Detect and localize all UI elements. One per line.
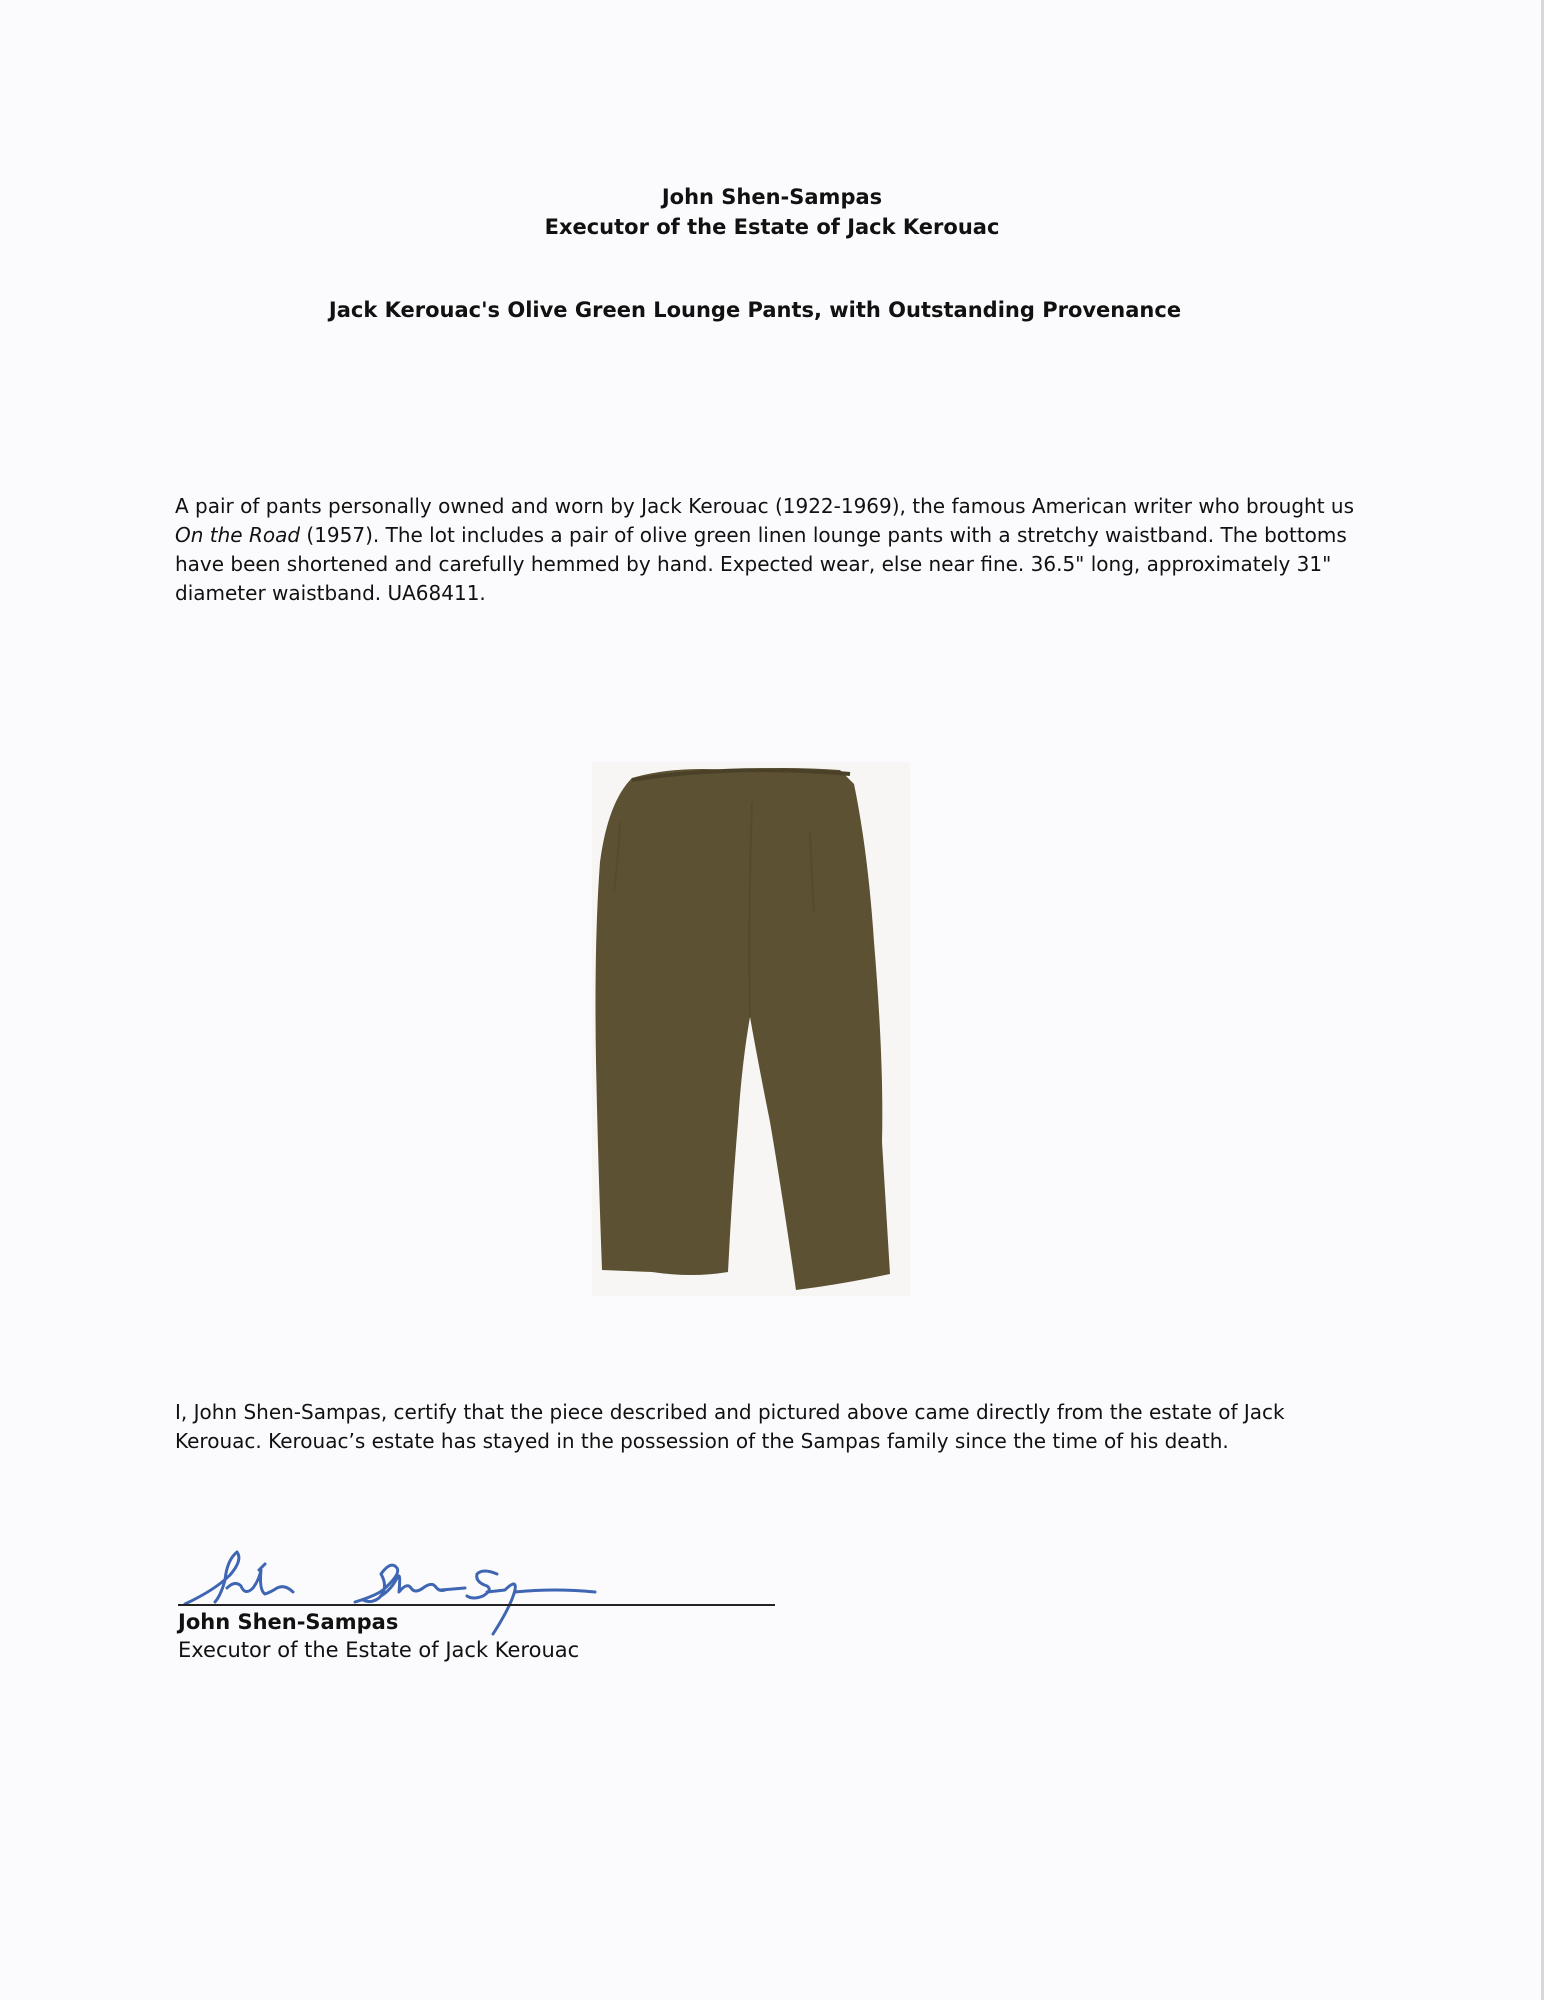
description-part-1: A pair of pants personally owned and worn by Jack Kerouac (1922-1969), the famous American writer who brought us — [175, 494, 1355, 518]
pants-image — [592, 762, 910, 1296]
executor-name: John Shen-Sampas — [661, 185, 883, 209]
certification-statement: I, John Shen-Sampas, certify that the piece described and pictured above came directly from the estate of Jack Kerouac. Kerouac’s estate has stayed in the possession of the Sampas family since the time of his death. — [175, 1400, 1285, 1453]
item-description — [175, 492, 1375, 608]
item-photo — [592, 762, 910, 1296]
description-part-2: (1957). The lot includes a pair of olive green linen lounge pants with a stretchy waistband. The bottoms have been shortened and carefully hemmed by hand. Expected wear, else near fine. 36.5" long, approximately 31" diameter waistband. UA68411. — [175, 523, 1347, 605]
pants-shape — [596, 768, 891, 1290]
printed-signer-name: John Shen-Sampas — [178, 1610, 399, 1634]
book-title: On the Road — [175, 523, 301, 547]
signature-line — [178, 1604, 775, 1606]
signature-block — [175, 1530, 795, 1680]
document-title: Jack Kerouac's Olive Green Lounge Pants, with Outstanding Provenance — [328, 298, 1182, 322]
printed-signer-role: Executor of the Estate of Jack Kerouac — [178, 1638, 580, 1662]
executor-role: Executor of the Estate of Jack Kerouac — [544, 215, 1000, 239]
letterhead — [0, 182, 1544, 242]
